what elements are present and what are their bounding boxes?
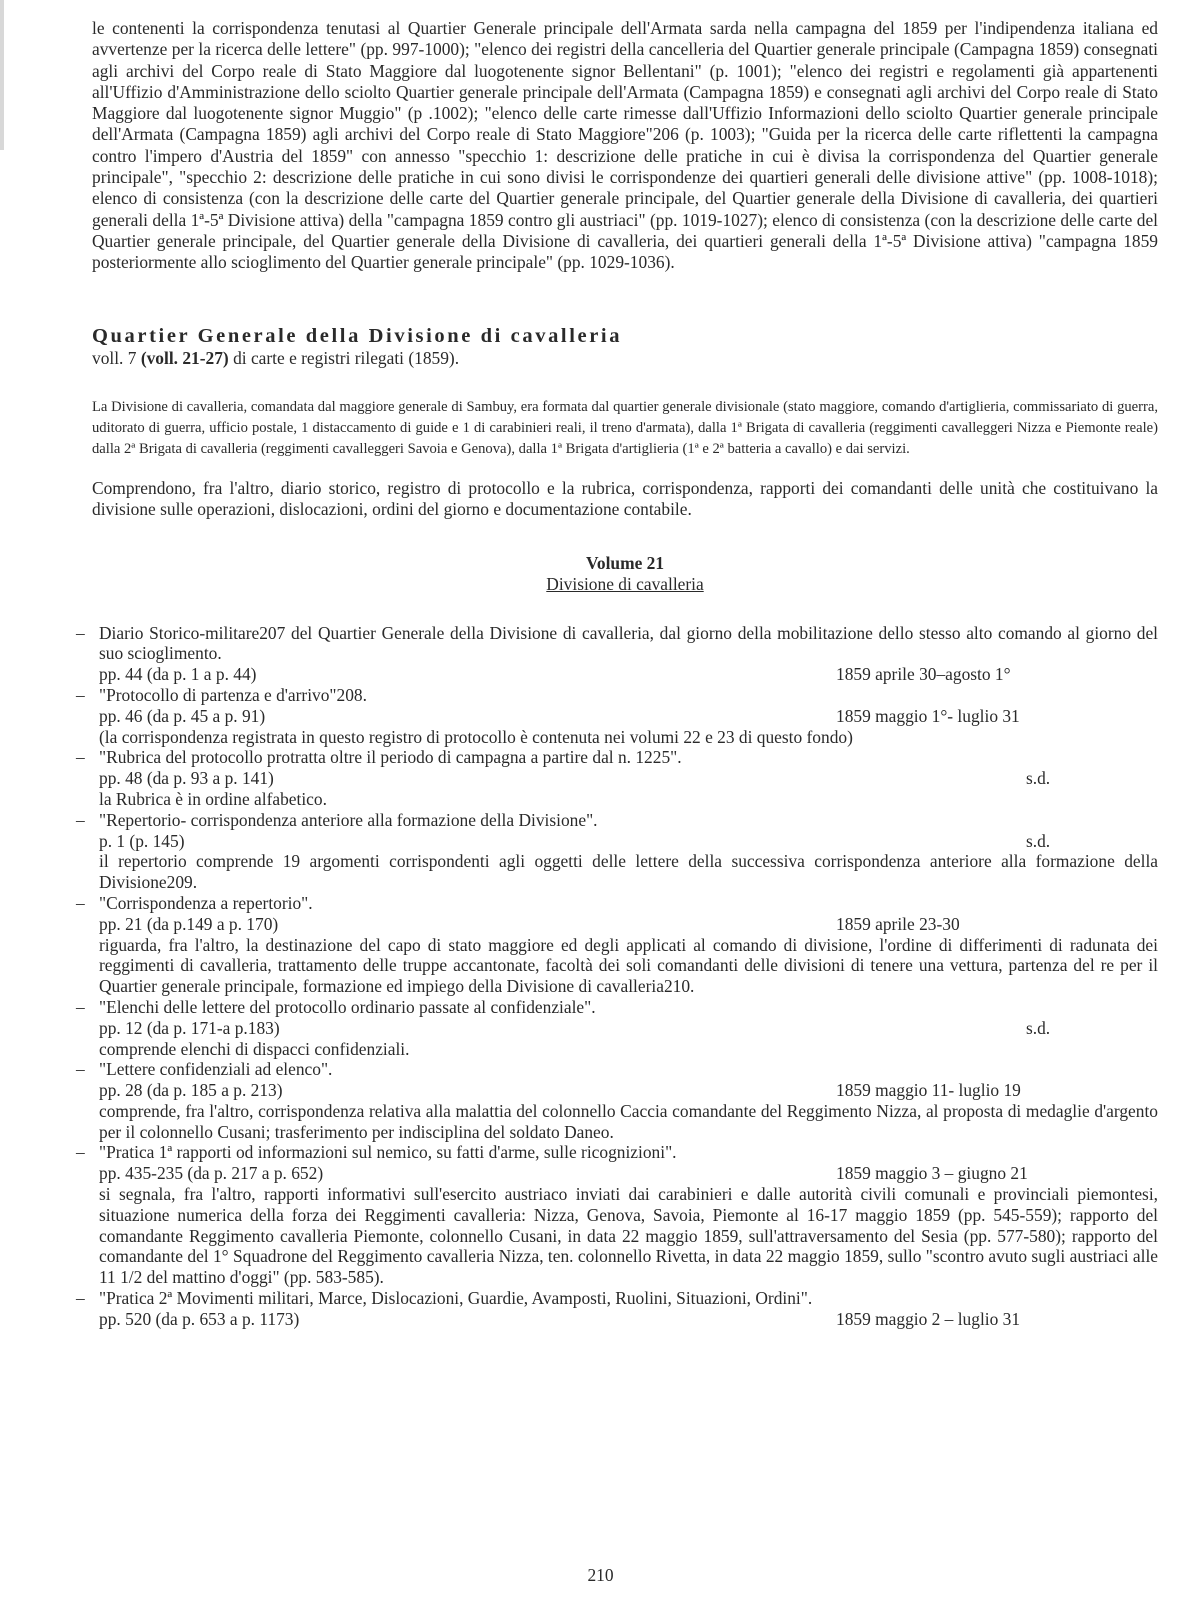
- entry-row: [92, 768, 1158, 789]
- entry-row: [92, 831, 1158, 852]
- entry-note: la Rubrica è in ordine alfabetico.: [99, 788, 327, 809]
- list-item: [76, 1059, 1158, 1142]
- entry-date: 1859 maggio 2 – luglio 31: [836, 1308, 1021, 1329]
- dash: –: [76, 1142, 85, 1163]
- entry-date: 1859 maggio 3 – giugno 21: [836, 1163, 1028, 1184]
- section-subtitle: [92, 348, 1158, 369]
- entry-row: [92, 706, 1158, 727]
- list-item: [76, 622, 1158, 685]
- entry-pages: p. 1 (p. 145): [99, 830, 185, 851]
- section-title: Quartier Generale della Divisione di cavalleria: [92, 324, 623, 347]
- volume-heading: [92, 553, 1158, 595]
- entry-pages: pp. 28 (da p. 185 a p. 213): [99, 1080, 283, 1101]
- entry-row: [92, 1080, 1158, 1101]
- entry-title: "Pratica 2ª Movimenti militari, Marce, Dislocazioni, Guardie, Avamposti, Ruolini, Situazioni, Ordini".: [99, 1288, 813, 1309]
- list-item: [76, 892, 1158, 997]
- entry-pages: pp. 48 (da p. 93 a p. 141): [99, 768, 274, 789]
- entry-note: (la corrispondenza registrata in questo registro di protocollo è contenuta nei volumi 22 e 23 di questo fondo): [99, 726, 853, 747]
- entry-row: [92, 1163, 1158, 1184]
- contents-description: Comprendono, fra l'altro, diario storico, registro di protocollo e la rubrica, corrispondenza, rapporti dei comandanti delle unità che costituivano la divisione sulle operazioni, dislocazioni, ordini del giorno e documentazione contabile.: [92, 477, 1158, 520]
- entry-title: "Pratica 1ª rapporti od informazioni sul nemico, su fatti d'arme, sulle ricognizioni".: [99, 1142, 677, 1163]
- entry-list: [76, 622, 1158, 1330]
- section-sub-prefix: voll. 7: [92, 347, 137, 368]
- entry-title: "Rubrica del protocollo protratta oltre il periodo di campagna a partire dal n. 1225".: [99, 747, 682, 768]
- entry-row: [92, 1309, 1158, 1330]
- section-sub-bold: (voll. 21-27): [140, 347, 229, 368]
- list-item: [76, 747, 1158, 809]
- entry-date: 1859 aprile 23-30: [836, 913, 960, 934]
- entry-date: s.d.: [1026, 830, 1051, 851]
- dash: –: [76, 684, 85, 705]
- entry-note: comprende elenchi di dispacci confidenziali.: [99, 1038, 410, 1059]
- entry-pages: pp. 21 (da p.149 a p. 170): [99, 913, 279, 934]
- volume-title: Volume 21: [585, 552, 665, 573]
- entry-note: comprende, fra l'altro, corrispondenza relativa alla malattia del colonnello Caccia comandante del Reggimento Nizza, al proposta di medaglie d'argento per il colonnello Cusani; trasferimento per indisciplina del soldato Daneo.: [99, 1100, 1158, 1142]
- entry-row: [92, 914, 1158, 935]
- document-page: [76, 18, 1158, 1330]
- dash: –: [76, 622, 85, 643]
- entry-pages: pp. 46 (da p. 45 a p. 91): [99, 705, 266, 726]
- entry-title: "Elenchi delle lettere del protocollo ordinario passate al confidenziale".: [99, 996, 596, 1017]
- entry-pages: pp. 520 (da p. 653 a p. 1173): [99, 1308, 300, 1329]
- list-item: [76, 1142, 1158, 1288]
- page-number: 210: [587, 1565, 614, 1585]
- dash: –: [76, 747, 85, 768]
- entry-pages: pp. 44 (da p. 1 a p. 44): [99, 664, 257, 685]
- entry-title: "Corrispondenza a repertorio".: [99, 892, 313, 913]
- entry-title: "Protocollo di partenza e d'arrivo"208.: [99, 684, 367, 705]
- entry-title: "Lettere confidenziali ad elenco".: [99, 1059, 333, 1080]
- list-item: [76, 1288, 1158, 1330]
- dash: –: [76, 809, 85, 830]
- dash: –: [76, 996, 85, 1017]
- entry-date: 1859 aprile 30–agosto 1°: [836, 664, 1011, 685]
- dash: –: [76, 892, 85, 913]
- dash: –: [76, 1288, 85, 1309]
- entry-date: s.d.: [1026, 768, 1051, 789]
- entry-note: il repertorio comprende 19 argomenti corrispondenti agli oggetti delle lettere della successiva corrispondenza anteriore alla formazione della Divisione209.: [99, 851, 1158, 893]
- entry-note: riguarda, fra l'altro, la destinazione del capo di stato maggiore ed degli applicati al comando di divisione, l'ordine di differimenti di radunata dei reggimenti di cavalleria, trattamento delle truppe accantonate, facoltà dei soli comandanti delle divisioni di tenere una vettura, partenza del re per il Quartier generale principale, formazione ed impiego della Divisione di cavalleria210.: [99, 934, 1158, 997]
- scan-edge: [0, 0, 4, 150]
- dash: –: [76, 1059, 85, 1080]
- entry-date: 1859 maggio 1°- luglio 31: [836, 705, 1020, 726]
- entry-date: 1859 maggio 11- luglio 19: [836, 1080, 1021, 1101]
- entry-date: s.d.: [1026, 1017, 1051, 1038]
- intro-paragraph: le contenenti la corrispondenza tenutasi al Quartier Generale principale dell'Armata sarda nella campagna del 1859 per l'indipendenza italiana ed avvertenze per la ricerca delle lettere" (pp. 997-1000); "elenco dei registri della cancelleria del Quartier generale principale (Campagna 1859) consegnati agli archivi del Corpo reale di Stato Maggiore dal luogotenente signor Bellentani" (p. 1001); "elenco dei registri e regolamenti già appartenenti all'Uffizio d'Amministrazione dello sciolto Quartier generale principale dell'Armata (Campagna 1859) e consegnati agli archivi del Corpo reale di Stato Maggiore dal luogotenente signor Muggio" (p .1002); "elenco delle carte rimesse dall'Uffizio Informazioni dello sciolto Quartier generale principale dell'Armata (Campagna 1859) agli archivi del Corpo reale di Stato Maggiore"206 (p. 1003); "Guida per la ricerca delle carte riflettenti la campagna contro l'impero d'Austria del 1859" con annesso "specchio 1: descrizione delle pratiche in cui è divisa la corrispondenza del Quartier generale principale", "specchio 2: descrizione delle pratiche in cui sono divisi le corrispondenze dei quartieri generali delle divisione attive" (pp. 1008-1018); elenco di consistenza (con la descrizione delle carte del Quartier generale principale, del Quartier generale della Divisione di cavalleria, dei quartieri generali della 1ª-5ª Divisione attiva) della "campagna 1859 contro gli austriaci" (pp. 1019-1027); elenco di consistenza (con la descrizione delle carte del Quartier generale principale, del Quartier generale della Divisione di cavalleria, dei quartieri generali della 1ª-5ª Divisione attiva) "campagna 1859 posteriormente allo scioglimento del Quartier generale principale" (pp. 1029-1036).: [92, 18, 1158, 273]
- entry-title: "Repertorio- corrispondenza anteriore alla formazione della Divisione".: [99, 809, 598, 830]
- list-item: [76, 809, 1158, 893]
- entry-title: Diario Storico-militare207 del Quartier Generale della Divisione di cavalleria, dal giorno della mobilitazione dello stesso alto comando al giorno del suo scioglimento.: [99, 622, 1158, 664]
- list-item: [76, 684, 1158, 747]
- volume-subtitle: Divisione di cavalleria: [546, 573, 704, 594]
- entry-pages: pp. 435-235 (da p. 217 a p. 652): [99, 1163, 324, 1184]
- entry-pages: pp. 12 (da p. 171-a p.183): [99, 1017, 280, 1038]
- section-sub-suffix: di carte e registri rilegati (1859).: [233, 347, 460, 368]
- division-description: La Divisione di cavalleria, comandata dal maggiore generale di Sambuy, era formata dal quartier generale divisionale (stato maggiore, comando d'artiglieria, commissariato di guerra, uditorato di guerra, ufficio postale, 1 distaccamento di guide e 1 di carabinieri reali, il treno d'armata), dalla 1ª Brigata di cavalleria (reggimenti cavalleggeri Nizza e Piemonte reale) dalla 2ª Brigata di cavalleria (reggimenti cavalleggeri Savoia e Genova), dalla 1ª Brigata d'artiglieria (1ª e 2ª batteria a cavallo) e dai servizi.: [92, 398, 1158, 457]
- entry-note: si segnala, fra l'altro, rapporti informativi sull'esercito austriaco inviati dai carabinieri e dalle autorità civili comunali e provinciali piemontesi, situazione numerica della forza dei Reggimenti cavalleria: Nizza, Genova, Savoia, Piemonte al 16-17 maggio 1859 (pp. 545-559); rapporto del comandante Reggimento cavalleria Piemonte, colonnello Cusani, in data 22 maggio 1859, sull'attraversamento del Sesia (pp. 577-580); rapporto del comandante del 1° Squadrone del Reggimento cavalleria Nizza, ten. colonnello Rivetta, in data 22 maggio 1859, sullo "scontro avuto sugli austriaci alle 11 1/2 del mattino d'oggi" (pp. 583-585).: [99, 1184, 1158, 1288]
- list-item: [76, 996, 1158, 1059]
- entry-row: [92, 1018, 1158, 1039]
- entry-row: [92, 664, 1158, 685]
